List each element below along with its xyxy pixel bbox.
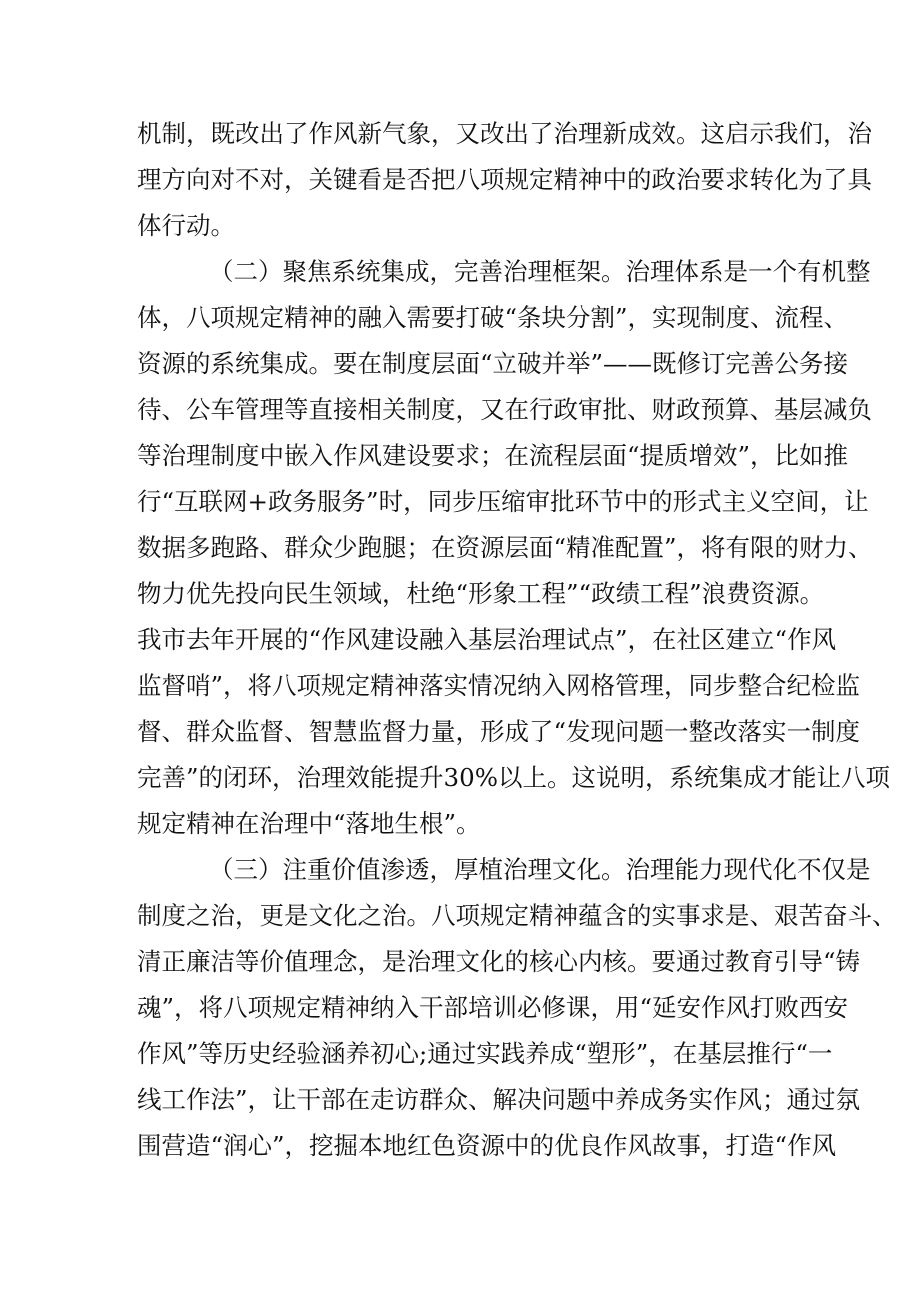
text-line: 督、群众监督、智慧监督力量，形成了“发现问题一整改落实一制度 (137, 717, 861, 746)
text-line: 物力优先投向民生领域，杜绝“形象工程”“政绩工程”浪费资源。 (137, 579, 825, 608)
text-line: 行“互联网+政务服务”时，同步压缩审批环节中的形式主义空间，让 (137, 487, 869, 516)
text-line: 规定精神在治理中“落地生根”。 (137, 809, 481, 838)
text-line: 魂”，将八项规定精神纳入干部培训必修课，用“延安作风打败西安 (137, 993, 849, 1022)
section-heading-line: （二）聚焦系统集成，完善治理框架。治理体系是一个有机整 (209, 257, 871, 286)
text-line: 理方向对不对，关键看是否把八项规定精神中的政治要求转化为了具 (137, 165, 872, 194)
text-line: 围营造“润心”，挖掘本地红色资源中的优良作风故事，打造“作风 (137, 1131, 837, 1160)
text-line: 数据多跑路、群众少跑腿；在资源层面“精准配置”，将有限的财力、 (137, 533, 873, 562)
text-line: 体，八项规定精神的融入需要打破“条块分割”，实现制度、流程、 (137, 303, 849, 332)
text-line: 完善”的闭环，治理效能提升30%以上。这说明，系统集成才能让八项 (137, 763, 890, 792)
text-line: 作风”等历史经验涵养初心;通过实践养成“塑形”，在基层推行“一 (137, 1039, 833, 1068)
text-line: 资源的系统集成。要在制度层面“立破并举”——既修订完善公务接 (137, 349, 849, 378)
text-line: 我市去年开展的“作风建设融入基层治理试点”，在社区建立“作风 (137, 625, 837, 654)
text-line: 待、公车管理等直接相关制度，又在行政审批、财政预算、基层减负 (137, 395, 872, 424)
text-line: 监督哨”，将八项规定精神落实情况纳入网格管理，同步整合纪检监 (137, 671, 861, 700)
text-line: 等治理制度中嵌入作风建设要求；在流程层面“提质增效”，比如推 (137, 441, 849, 470)
text-line: 机制，既改出了作风新气象，又改出了治理新成效。这启示我们，治 (137, 119, 872, 148)
text-line: 线工作法”，让干部在走访群众、解决问题中养成务实作风；通过氛 (137, 1085, 861, 1114)
section-heading-line: （三）注重价值渗透，厚植治理文化。治理能力现代化不仅是 (209, 855, 871, 884)
text-line: 体行动。 (137, 211, 235, 240)
text-line: 清正廉洁等价值理念，是治理文化的核心内核。要通过教育引导“铸 (137, 947, 861, 976)
text-line: 制度之治，更是文化之治。八项规定精神蕴含的实事求是、艰苦奋斗、 (137, 901, 897, 930)
